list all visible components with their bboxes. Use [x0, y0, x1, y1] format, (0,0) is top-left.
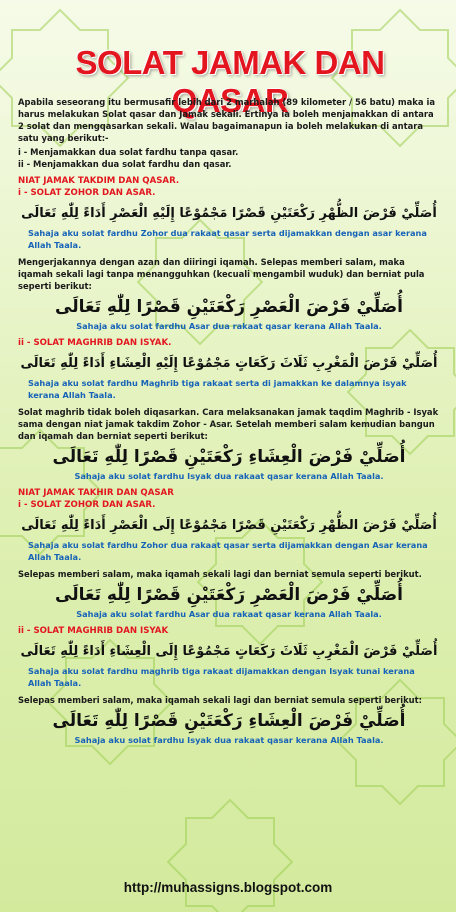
subheading-zohor-asar: i - SOLAT ZOHOR DAN ASAR. [18, 500, 156, 510]
options-list [18, 146, 440, 170]
arabic-niat: أُصَلِّيْ فَرْضَ الظُّهْرِ رَكْعَتَيْنِ قَصْرًا مَجْمُوْعًا إِلَيْهِ الْعَصْرِ أَدَاءً لِلّٰهِ تَعَالَى [21, 206, 437, 221]
main-content [18, 96, 440, 746]
translation: Sahaja aku solat fardhu Isyak dua rakaat qasar kerana Allah Taala. [74, 471, 384, 481]
arabic-niat: أُصَلِّيْ فَرْضَ الْعِشَاءِ رَكْعَتَيْنِ قَصْرًا لِلّٰهِ تَعَالَى [52, 447, 406, 467]
intro-paragraph: Apabila seseorang itu bermusafir lebih dari 2 marhalah (89 kilometer / 56 batu) maka ia harus melakukan Solat qasar dan Jamak sekali. Ertinya ia boleh menjamakkan di antara 2 solat dan mengqasarkan sekali. Walau bagaimanapun ia boleh melakukan di antara satu yang berikut:- [18, 97, 435, 143]
arabic-niat: أُصَلِّيْ فَرْضَ الْمَغْرِبِ ثَلَاثَ رَكَعَاتٍ مَجْمُوْعًا إِلَيْهِ الْعِشَاءِ أَدَاءً لِلّٰهِ تَعَالَى [20, 356, 438, 371]
arabic-niat: أُصَلِّيْ فَرْضَ الْعِشَاءِ رَكْعَتَيْنِ قَصْرًا لِلّٰهِ تَعَالَى [52, 711, 406, 731]
translation: Sahaja aku solat fardhu Isyak dua rakaat qasar kerana Allah Taala. [74, 735, 384, 745]
translation: Sahaja aku solat fardhu Zohor dua rakaat qasar serta dijamakkan dengan Asar kerana Allah Taala. [28, 540, 428, 562]
arabic-niat: أُصَلِّيْ فَرْضَ الظُّهْرِ رَكْعَتَيْنِ قَصْرًا مَجْمُوْعًا إِلَى الْعَصْرِ أَدَاءً لِلّٰهِ تَعَالَى [21, 518, 437, 533]
instruction-text: Selepas memberi salam, maka iqamah sekali lagi dan berniat semula seperti berikut. [18, 569, 422, 579]
translation: Sahaja aku solat fardhu Zohor dua rakaat qasar serta dijamakkan dengan asar kerana Allah Taala. [28, 228, 427, 250]
instruction-text: Solat maghrib tidak boleh diqasarkan. Cara melaksanakan jamak taqdim Maghrib - Isyak sama dengan niat jamak takdim Zohor - Asar. Setelah memberi salam kemudian bangun dan iqamah dan berniat seperti berikut: [18, 407, 439, 441]
option-item: ii - Menjamakkan dua solat fardhu dan qasar. [18, 159, 232, 169]
arabic-niat: أُصَلِّيْ فَرْضَ الْمَغْرِبِ ثَلَاثَ رَكَعَاتٍ مَجْمُوْعًا إِلَى الْعِشَاءِ أَدَاءً لِلّٰهِ تَعَالَى [20, 644, 438, 659]
header [0, 0, 456, 119]
instruction-text: Selepas memberi salam, maka iqamah sekali lagi dan berniat semula seperti berikut: [18, 695, 422, 705]
subheading-maghrib-isyak: ii - SOLAT MAGHRIB DAN ISYAK [18, 626, 169, 636]
footer-url[interactable]: http://muhassigns.blogspot.com [123, 880, 333, 895]
translation: Sahaja aku solat fardhu Asar dua rakaat qasar kerana Allah Taala. [76, 609, 382, 619]
translation: Sahaja aku solat fardhu maghrib tiga rakaat dijamakkan dengan Isyak tunai kerana Allah Taala. [28, 666, 415, 688]
arabic-niat: أُصَلِّيْ فَرْضَ الْعَصْرِ رَكْعَتَيْنِ قَصْرًا لِلّٰهِ تَعَالَى [55, 585, 403, 605]
section-heading-takhir: NIAT JAMAK TAKHIR DAN QASAR [18, 488, 174, 498]
translation: Sahaja aku solat fardhu Maghrib tiga rakaat serta di jamakkan ke dalamnya isyak kerana Allah Taala. [28, 378, 407, 400]
section-heading-takdim: NIAT JAMAK TAKDIM DAN QASAR. [18, 176, 180, 186]
translation: Sahaja aku solat fardhu Asar dua rakaat qasar kerana Allah Taala. [76, 321, 382, 331]
subheading-zohor-asar: i - SOLAT ZOHOR DAN ASAR. [18, 188, 156, 198]
subheading-maghrib-isyak: ii - SOLAT MAGHRIB DAN ISYAK. [18, 338, 172, 348]
instruction-text: Mengerjakannya dengan azan dan diiringi iqamah. Selepas memberi salam, maka iqamah sekali lagi tanpa menangguhkan (kecuali mengambil wuduk) dan berniat pula seperti berikut: [18, 257, 425, 291]
arabic-niat: أُصَلِّيْ فَرْضَ الْعَصْرِ رَكْعَتَيْنِ قَصْرًا لِلّٰهِ تَعَالَى [55, 297, 403, 317]
poster-title: SOLAT JAMAK DAN QASAR [75, 44, 385, 119]
option-item: i - Menjamakkan dua solat fardhu tanpa qasar. [18, 147, 239, 157]
